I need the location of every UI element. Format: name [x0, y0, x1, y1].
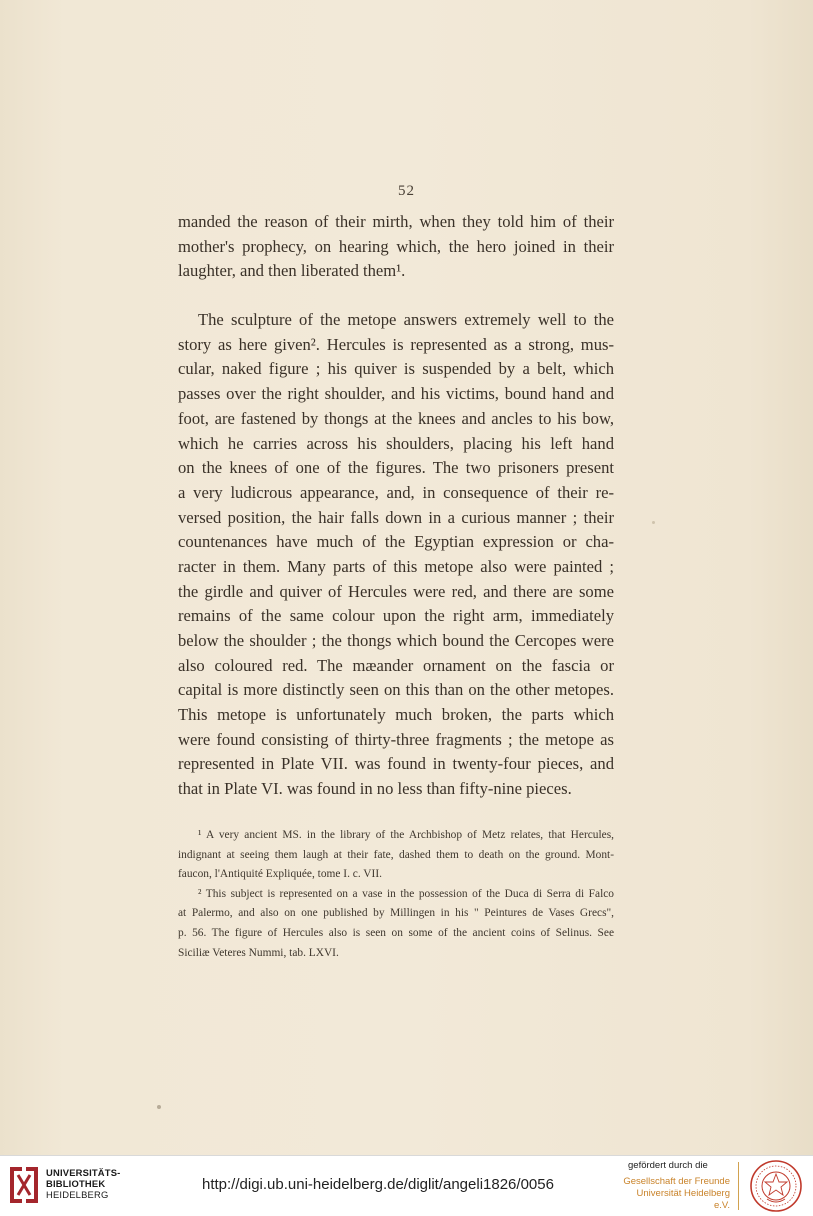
footnotes [178, 826, 614, 963]
footnote-line: ² This subject is represented on a vase in the possession of the Duca di Serra di Falco [198, 887, 614, 900]
text-line: remains of the same colour upon the right arm, immediately [178, 606, 614, 626]
text-line: cular, naked figure ; his quiver is suspended by a belt, which [178, 359, 614, 379]
footer-divider [738, 1162, 739, 1210]
text-line: passes over the right shoulder, and his victims, bound hand and [178, 384, 614, 404]
library-name-line: HEIDELBERG [46, 1189, 109, 1200]
footnote-line: ¹ A very ancient MS. in the library of the Archbishop of Metz relates, that Hercules, [198, 829, 614, 841]
paper-speck [157, 1105, 161, 1109]
university-seal-icon [749, 1159, 803, 1213]
footnote-line: faucon, l'Antiquité Expliquée, tome I. c. VII. [178, 868, 382, 881]
text-line: a very ludicrous appearance, and, in consequence of their re- [178, 482, 614, 502]
text-line: the girdle and quiver of Hercules were red, and there are some [178, 581, 614, 601]
sponsor-name-line: Universität Heidelberg e.V. [636, 1188, 730, 1211]
text-line: story as here given². Hercules is represented as a strong, mus- [178, 334, 614, 354]
main-text [178, 210, 614, 802]
library-name [46, 1167, 120, 1200]
permalink-url[interactable]: http://digi.ub.uni-heidelberg.de/diglit/angeli1826/0056 [202, 1176, 554, 1193]
paper-speck [652, 521, 655, 524]
library-name-line: UNIVERSITÄTS- [46, 1167, 121, 1178]
text-line: that in Plate VI. was found in no less than fifty-nine pieces. [178, 779, 572, 799]
footnote-line: indignant at seeing them laugh at their fate, dashed them to death on the ground. Mont- [178, 848, 614, 861]
text-line: were found consisting of thirty-three fragments ; the metope as [178, 729, 614, 749]
text-line: also coloured red. The mæander ornament on the fascia or [178, 655, 614, 675]
sponsor-label: gefördert durch die [628, 1160, 708, 1171]
digitization-footer [0, 1155, 813, 1216]
text-line: This metope is unfortunately much broken, the parts which [178, 705, 614, 725]
footnote-line: Siciliæ Veteres Nummi, tab. LXVI. [178, 946, 339, 959]
text-line: below the shoulder ; the thongs which bound the Cercopes were [178, 631, 614, 650]
text-line: which he carries across his shoulders, placing his left hand [178, 433, 614, 453]
text-line: on the knees of one of the figures. The two prisoners present [178, 458, 614, 478]
text-line: laughter, and then liberated them¹. [178, 261, 406, 281]
sponsor-name-line: Gesellschaft der Freunde [623, 1176, 730, 1187]
text-line: represented in Plate VII. was found in twenty-four pieces, and [178, 754, 614, 774]
text-line: foot, are fastened by thongs at the knees and ancles to his bow, [178, 408, 614, 428]
text-line: The sculpture of the metope answers extremely well to the [198, 310, 614, 330]
text-line: versed position, the hair falls down in a curious manner ; their [178, 507, 614, 527]
university-library-logo-icon [8, 1165, 40, 1205]
library-name-line: BIBLIOTHEK [46, 1178, 106, 1189]
text-line: mother's prophecy, on hearing which, the hero joined in their [178, 236, 614, 256]
page-number: 52 [398, 183, 415, 199]
text-line: manded the reason of their mirth, when they told him of their [178, 212, 614, 231]
footnote-line: p. 56. The figure of Hercules also is seen on some of the ancient coins of Selinus. See [178, 926, 614, 939]
text-line: countenances have much of the Egyptian expression or cha- [178, 532, 614, 552]
sponsor-block [620, 1160, 730, 1212]
text-line: capital is more distinctly seen on this than on the other metopes. [178, 680, 614, 700]
footnote-line: at Palermo, and also on one published by Millingen in his " Peintures de Vases Grecs", [178, 907, 614, 920]
text-line: racter in them. Many parts of this metope also were painted ; [178, 556, 614, 576]
